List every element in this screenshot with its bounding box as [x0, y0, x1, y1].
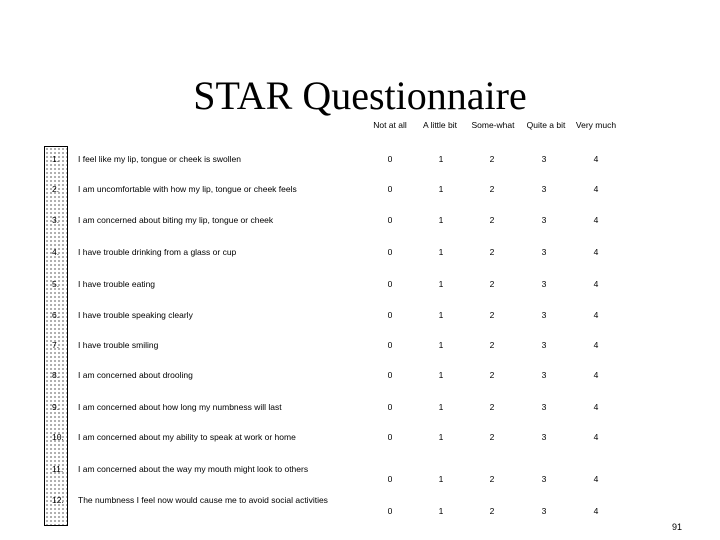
score-0: 0 — [387, 506, 393, 516]
item-statement: I am concerned about my ability to speak at work or home — [78, 432, 296, 442]
item-number: 11. — [52, 464, 64, 474]
column-header-some-what: Some-what — [471, 120, 515, 130]
item-number: 3. — [52, 215, 60, 225]
score-0: 0 — [387, 279, 393, 289]
score-1: 1 — [438, 402, 444, 412]
score-2: 2 — [489, 506, 495, 516]
score-1: 1 — [438, 432, 444, 442]
item-number: 5. — [52, 279, 60, 289]
item-number: 7. — [52, 340, 60, 350]
score-1: 1 — [438, 370, 444, 380]
score-2: 2 — [489, 247, 495, 257]
score-4: 4 — [593, 184, 599, 194]
score-2: 2 — [489, 474, 495, 484]
score-2: 2 — [489, 215, 495, 225]
score-0: 0 — [387, 340, 393, 350]
item-statement: I have trouble speaking clearly — [78, 310, 193, 320]
item-statement: I have trouble drinking from a glass or cup — [78, 247, 237, 257]
page-title: STAR Questionnaire — [193, 73, 527, 118]
score-1: 1 — [438, 154, 444, 164]
score-4: 4 — [593, 402, 599, 412]
item-statement: The numbness I feel now would cause me to avoid social activities — [78, 495, 328, 505]
item-statement: I am concerned about the way my mouth might look to others — [78, 464, 309, 474]
score-0: 0 — [387, 370, 393, 380]
score-3: 3 — [541, 184, 547, 194]
column-header-very-much: Very much — [575, 120, 617, 130]
score-4: 4 — [593, 310, 599, 320]
item-number: 2. — [52, 184, 60, 194]
score-4: 4 — [593, 474, 599, 484]
score-1: 1 — [438, 506, 444, 516]
item-statement: I have trouble smiling — [78, 340, 159, 350]
item-number: 10. — [52, 432, 64, 442]
item-number: 6. — [52, 310, 60, 320]
item-statement: I have trouble eating — [78, 279, 156, 289]
score-2: 2 — [489, 279, 495, 289]
page-number: 91 — [672, 522, 683, 532]
column-header-a-little-bit: A little bit — [422, 120, 458, 130]
score-1: 1 — [438, 474, 444, 484]
score-1: 1 — [438, 279, 444, 289]
score-0: 0 — [387, 184, 393, 194]
score-0: 0 — [387, 310, 393, 320]
score-2: 2 — [489, 184, 495, 194]
score-4: 4 — [593, 154, 599, 164]
score-3: 3 — [541, 279, 547, 289]
item-number: 1. — [52, 154, 60, 164]
score-3: 3 — [541, 154, 547, 164]
item-statement: I am concerned about biting my lip, tongue or cheek — [78, 215, 274, 225]
item-statement: I am concerned about drooling — [78, 370, 193, 380]
score-0: 0 — [387, 154, 393, 164]
score-0: 0 — [387, 432, 393, 442]
score-2: 2 — [489, 432, 495, 442]
item-statement: I am uncomfortable with how my lip, tongue or cheek feels — [78, 184, 297, 194]
score-3: 3 — [541, 340, 547, 350]
score-4: 4 — [593, 340, 599, 350]
score-0: 0 — [387, 474, 393, 484]
score-2: 2 — [489, 154, 495, 164]
column-header-quite-a-bit: Quite a bit — [526, 120, 566, 130]
score-3: 3 — [541, 370, 547, 380]
score-3: 3 — [541, 432, 547, 442]
score-1: 1 — [438, 310, 444, 320]
score-3: 3 — [541, 247, 547, 257]
score-0: 0 — [387, 402, 393, 412]
item-number: 4. — [52, 247, 60, 257]
item-statement: I feel like my lip, tongue or cheek is swollen — [78, 154, 241, 164]
score-2: 2 — [489, 402, 495, 412]
score-3: 3 — [541, 506, 547, 516]
score-4: 4 — [593, 247, 599, 257]
score-1: 1 — [438, 184, 444, 194]
score-4: 4 — [593, 432, 599, 442]
score-1: 1 — [438, 215, 444, 225]
score-3: 3 — [541, 402, 547, 412]
score-1: 1 — [438, 247, 444, 257]
column-header-not-at-all: Not at all — [373, 120, 407, 130]
item-statement: I am concerned about how long my numbness will last — [78, 402, 282, 412]
score-2: 2 — [489, 310, 495, 320]
score-4: 4 — [593, 279, 599, 289]
score-0: 0 — [387, 247, 393, 257]
score-3: 3 — [541, 474, 547, 484]
score-1: 1 — [438, 340, 444, 350]
item-number: 8. — [52, 370, 60, 380]
score-4: 4 — [593, 370, 599, 380]
score-3: 3 — [541, 215, 547, 225]
score-0: 0 — [387, 215, 393, 225]
score-3: 3 — [541, 310, 547, 320]
score-4: 4 — [593, 215, 599, 225]
item-number: 9. — [52, 402, 60, 412]
score-4: 4 — [593, 506, 599, 516]
item-number: 12. — [52, 495, 64, 505]
score-2: 2 — [489, 340, 495, 350]
score-2: 2 — [489, 370, 495, 380]
